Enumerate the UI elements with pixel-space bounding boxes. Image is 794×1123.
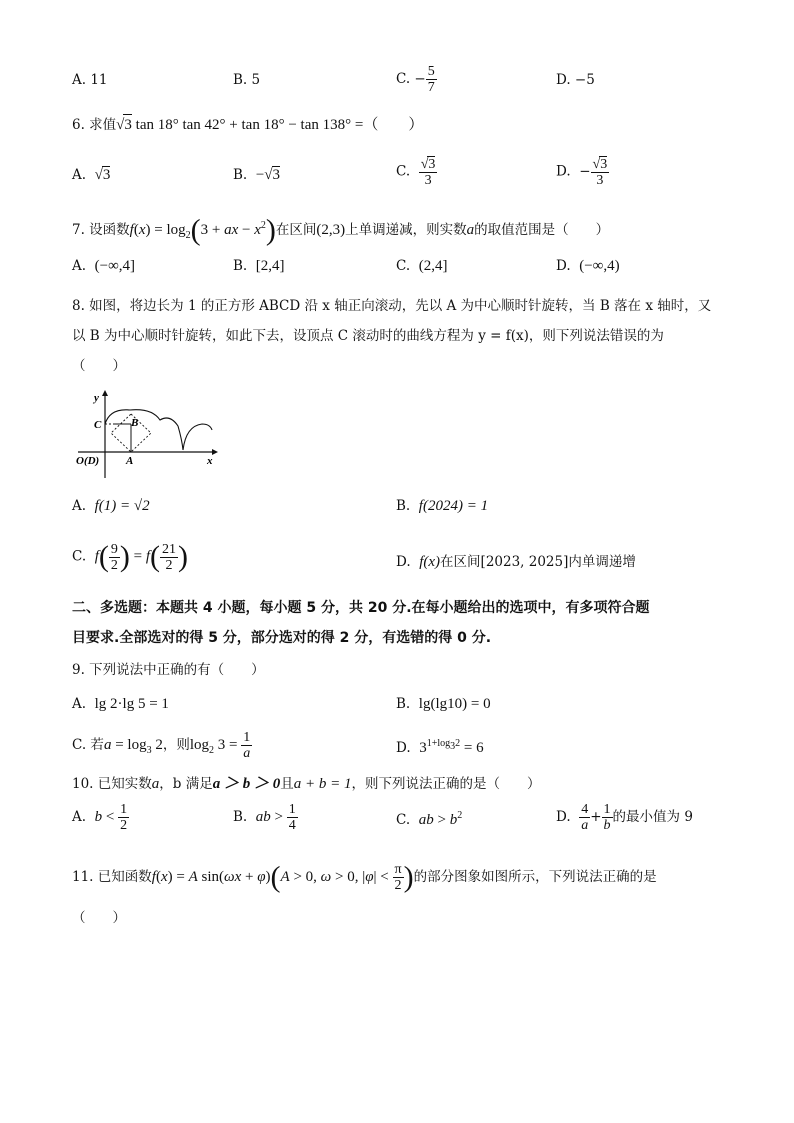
q7-stem: 7. 设函数$f(x) = \log_2(3$ + ax − $x^2$)在区间(2,3)上单调递减，则实数a的取值范围是（ ）	[72, 213, 610, 247]
q6-option-d[interactable]: D. − $\frac{√3}{3}$	[556, 157, 608, 188]
label-y: y	[94, 392, 99, 404]
label-a: A	[126, 455, 134, 467]
section-2-heading-line2: 目要求.全部选对的得 5 分，部分选对的得 2 分，有选错的得 0 分.	[72, 630, 492, 646]
label-x: x	[207, 455, 213, 467]
label-origin: O(D)	[76, 455, 100, 467]
q6-option-c[interactable]: C. $\frac{√3}{3}$	[396, 157, 436, 188]
q6-stem: 6. 求值√3 tan 18° tan 42° + tan 18° − tan 138° =（ ）	[72, 114, 423, 135]
q7-option-c[interactable]: C. (2,4]	[396, 258, 448, 274]
q7-option-d[interactable]: D. (−∞,4)	[556, 258, 620, 274]
q10-option-c[interactable]: C. ab > $b^2$	[396, 810, 463, 828]
q8-rolling-square-figure	[70, 386, 220, 481]
q10-stem: 10. 已知实数a，b 满足a ＞ b ＞ 0且a + b = 1，则下列说法正确的是（ ）	[72, 776, 541, 792]
q10-option-d[interactable]: D. $\frac{4}{a}$ + $\frac{1}{b}$ 的最小值为 9	[556, 802, 693, 833]
x-axis-arrow	[212, 449, 218, 455]
q8-stem-line2: 以 B 为中心顺时针旋转，如此下去，设顶点 C 滚动时的曲线方程为 y = f(x)，则下列说法错误的为	[72, 328, 664, 344]
section-2-heading-line1: 二、多选题：本题共 4 小题，每小题 5 分，共 20 分.在每小题给出的选项中，有多项符合题	[72, 600, 650, 616]
q9-option-d[interactable]: D. $3^{1+log_32} = 6$	[396, 738, 484, 756]
q11-stem: 11. 已知函数f(x) = A sin(ωx + φ)(A > 0, ω > 0, |φ| < $\frac{\pi}{2}$ )的部分图象如图所示，下列说法正确的是	[72, 860, 657, 894]
q6-option-a[interactable]: A. √3	[72, 167, 111, 183]
q8-paren: （ ）	[72, 358, 126, 374]
q9-option-c[interactable]: C. 若$a = \log_3 2$，则$\log_2 3$ = $\frac{1}{a}$	[72, 730, 251, 761]
q8-option-b[interactable]: B. f(2024) = 1	[396, 498, 489, 514]
q9-stem: 9. 下列说法中正确的有（ ）	[72, 662, 265, 678]
q9-option-a[interactable]: A. lg 2·lg 5 = 1	[72, 696, 169, 712]
q8-option-c[interactable]: C. f( $\frac{9}{2}$ ) = f( $\frac{21}{2}$ )	[72, 540, 189, 573]
q10-option-a[interactable]: A. b < $\frac{1}{2}$	[72, 802, 128, 833]
q9-option-b[interactable]: B. lg(lg10) = 0	[396, 696, 491, 712]
q11-paren: （ ）	[72, 910, 126, 926]
q10-option-b[interactable]: B. ab > $\frac{1}{4}$	[233, 802, 296, 833]
q8-stem-line1: 8. 如图，将边长为 1 的正方形 ABCD 沿 x 轴正向滚动，先以 A 为中心顺时针旋转，当 B 落在 x 轴时，又	[72, 298, 712, 314]
q7-option-b[interactable]: B. [2,4]	[233, 258, 285, 274]
label-c: C	[94, 419, 102, 431]
q5-option-c[interactable]: C. − $\frac{5}{7}$	[396, 64, 435, 95]
y-axis-arrow	[102, 390, 108, 396]
q5-option-b[interactable]: B. 5	[233, 72, 261, 88]
q8-option-a[interactable]: A. f(1) = √2	[72, 498, 150, 514]
q7-option-a[interactable]: A. (−∞,4]	[72, 258, 136, 274]
label-b: B	[131, 417, 139, 429]
curve-arch-2	[183, 424, 212, 450]
q5-option-d[interactable]: D. −5	[556, 72, 595, 88]
q8-option-d[interactable]: D. f(x)在区间[2023, 2025]内单调递增	[396, 554, 636, 570]
q6-option-b[interactable]: B. −√3	[233, 167, 281, 183]
curve-arch-1	[105, 410, 183, 450]
q5-option-a[interactable]: A. 11	[72, 72, 108, 88]
